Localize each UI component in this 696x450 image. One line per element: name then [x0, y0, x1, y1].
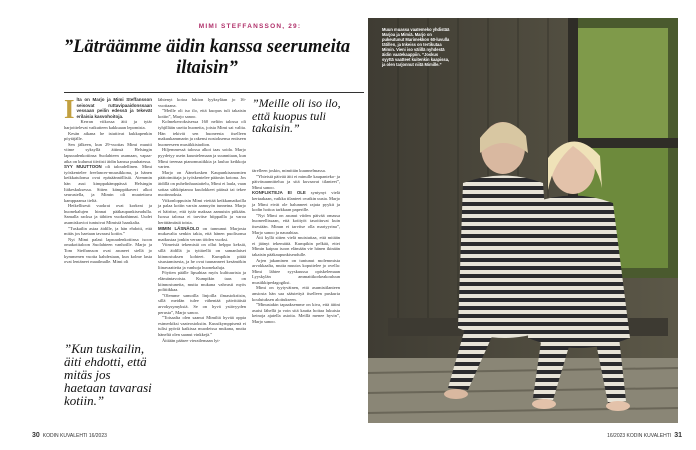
paragraph: Marjo on Äänekosken Kaupunkisanomien päätoimittaja ja työskentelee pääosin kotona. Jos äidillä on puhelinhaastattelu, Mimi ei laula, vaan sottaa sähköpianoa kuulokkeet päässä tai tekee nuotinnoksia. — [158, 169, 246, 198]
paragraph — [64, 164, 152, 203]
headline-rule — [64, 92, 364, 93]
photo-caption: Muun muassa vaatemeko yhdistää Marjoa ja Mimiä. Marjo on pukeutunut Marimekkon 60-luvulla tätillen, ja Inkeiss on tertikutaa Mimin. Vieni iso välillä nyhdestä äidin vaatekaappiin. ”Joskus syyttä vaatteet kuitenkin kaapissa, ja olen tarjonnut niitä Mimille.” — [382, 27, 450, 67]
pull-quote-right: ”Meille oli iso ilo, että kuopus tuli takaisin.” — [252, 96, 341, 135]
paragraph: Arjen jakaminen on tuntunut molemmista arvokkaalta, mutta muutos koputtelee jo ovella: Mimi lähtee syyskuussa opiskelemaan Lyyskylän ammattikorkeakouluun musiikkipedagogiksi. — [252, 257, 340, 285]
paragraph: ”Yhteistä päivää äiti ei minulle kaupanteko- ja päiväsuunnittelua ja sitä kuvaavat tilanteet”, Mimi sanoo. — [252, 173, 340, 190]
paragraph-text: oli taloudellinen. Mimi työskentelee freelancer-muusikkona, ja hänen keikkatulonsa ovat epäsäännöllisiä. Aiemmin hän asui kimppakämppässä Helsingin Itäkeskuksessa. Sitten kämppäkaveri alkoi seurustella, ja Mimin oli muutettava kamppaansa tieltä. — [64, 164, 152, 203]
paragraph: Kolmekerroksisessa 160 neliön talossa oli tyhjillään useita huoneita, joista Mimi sai valita. Hän tekivät sen huoneesta itselleen makuukammarin ja rakensi nostoksensa entiseen huoneeseen musiikkistudion. — [158, 119, 246, 147]
paragraph: ”Olemme samoilla linjoilla ilmastokriisin, sillä meidän tulee vähentää päivittäistä arvokysymyksiä. Se on hyvä ystävyyden perusta”, Marjo sanoo. — [158, 292, 246, 315]
folio-left — [32, 432, 107, 439]
article-column-3 — [252, 168, 340, 325]
paragraph: Mimi on tyytyväinen, että asumistilanteen ansiosta hän saa säästettyä itselleen puskuria koulutuksen aloitukseen. — [252, 285, 340, 302]
intro-text: lta on Marjo ja Mimi Steffansson seisovat ruttavipaaidonssaan vessaan peilin edessä ja tekevät erilaisia kasvohoitoja. — [76, 97, 152, 119]
paragraph: Viikonloppuisin Mimi viettää keikkamatkoilla ja palaa kotiin varsin aamuyön tunneina. Marjo ei häiritse, että tytär maksaa aamuisin pitkään. Isossa talossa ei tarvitse hiippailla ja varoa herättämästä toista. — [158, 197, 246, 226]
paragraph-text: syntynyt vielä kertaakaan, vaikka tilanteet ovatkin uusia. Marjo ja Mimi eivät ole halunneet rajata pyykit ja kodin hoitoa tarkkaan paperille. — [252, 190, 340, 213]
page-number: 31 — [674, 432, 682, 439]
paragraph: Pöytien päälle lipsahtaa myös kulttuurista ja elämäntavoista. Kumpikin taas on kiinnostuneita, mutta mukana vahvasti myös politiikkaa. — [158, 270, 246, 293]
dropcap: I — [64, 94, 75, 124]
page-number: 30 — [32, 432, 40, 439]
folio-label: 16/2023 KODIN KUVALEHTI — [607, 433, 672, 439]
pull-quote-left: ”Kun tuskailin, äiti ehdotti, että mitäs jos haetaan tavarasi kotiin.” — [64, 341, 152, 408]
folio-label: KODIN KUVALEHTI 16/2023 — [42, 433, 107, 439]
paragraph: ”Minustakin tapaaksemme on kiva, että äitini asuisi lähellä ja voin sitä kautta hoitaa lukuisia keinoja ajatella asioita. Meillä menee hyvin”, Marjo sanoo. — [252, 302, 340, 325]
paragraph: Kerran viikossa äiti ja tytär harjoittelevat vaikutteen kakkuaan lepomista. — [64, 119, 152, 130]
article-column-2 — [158, 97, 246, 343]
paragraph: ”Toisaalta olen saanut Mimiltä hyvää oppia esimerkiksi vaateostoksiin. Kuusikymppisenä ei tulisi pyöriä kaikissa muodeissa mukana, mutta häneltä olen saanut vinkkejä.” — [158, 315, 246, 337]
paragraph: Äitiään pääsee vierailemaan lyt- — [162, 337, 221, 343]
intro-paragraph — [64, 94, 152, 124]
article-column-1 — [64, 94, 152, 265]
paragraph — [252, 190, 340, 212]
paragraph — [158, 226, 246, 243]
paragraph: Hetkellisesti vuokrat ovat korkeat ja huonekalujen hinnat pääkaupunkiseudulla. Samalla racksa ja tähtien vuokrahinnat. Uudet asumiskuviot tuntuivat Mimistä haaskalta. — [64, 203, 152, 226]
paragraph: ”Nyt Mimi on asunut viiden päivää omassa huoneellissaan, että kotityöt tasoittuvat kuin itsestään. Minun ei tarvitse olla martyyrina”, Marjo sanoo ja naurahtaa. — [252, 212, 340, 235]
photo-of-mother-and-daughter-icon — [368, 18, 678, 423]
paragraph: Viimeisiä tekemistä on ollut helppo keksiä, sillä äidillä ja tyttärellä on samanlaiset kiinnostuksen kohteet. Kumpikin pitää sisustamisesta, ja he ovat tuunanneet kesämökin liinavaatteita ja vanhoja huonekaluja. — [158, 242, 246, 270]
paragraph: ”Meille oli iso ilo, että kuopus tuli takaisin kotiin”, Marjo sanoo. — [158, 108, 246, 119]
subheading: MIMIN LÄSNÄOLO — [158, 225, 200, 231]
paragraph: lähtenyt kotoa lukion lyyksyläan jo 16-vuotiaana. — [158, 97, 246, 108]
paragraph: ”Tuskailin asiaa äidille, ja hän ehdotti, että mitäs jos haetaan tavarasi kotiin.” — [64, 225, 152, 237]
paragraph: Kesän aikana he istuttivat kukkapenkin pöytäjälle. — [64, 130, 152, 142]
paragraph-text: on tunnunut Marjosta mukavalta senkin takia, että hänen puolisonsa matkustaa jonkin verran töiden vuoksi. — [158, 225, 247, 242]
photo-illustration — [368, 18, 678, 423]
paragraph: Äiti kyllä sitten vielä muistuttaa, että mitään ei jäänyt tekemättä. Kumpikin pelkää, ettei Mimin kaipuu isoon elämään vie hänen ikinään takaisin pääkaupunkiseudulle. — [252, 235, 340, 257]
kicker: MIMI STEFFANSSON, 29: — [198, 23, 302, 30]
subheading: KONFLIKTEJA EI OLE — [252, 190, 306, 196]
folio-right — [607, 432, 682, 439]
subheading: SYY MUUTTOON — [64, 164, 102, 170]
paragraph: Hiljemmessä talossa alkoi taas soida. Marjo pyydetyy usein kuuntelemaan ja suunnitaan, kun Mimi treenaa pianomusiikkia ja lauluo keikkoja varten. — [158, 147, 246, 170]
paragraph: Nyt Mimi palasi lapsuudenkotiinsa isoon omakotitaloon Suolahteen vanhoille. Marjo ja Tom Steffansson ovat asuneet siellä jo kymmenen vuotta kahdestaan, kun kolme lasta ovat lentäneet maailmalle. Mimi oli — [64, 236, 152, 265]
paragraph: tärelleen joskin, mimittän kuunnelmassa. — [252, 168, 326, 173]
headline: ”Läträämme äidin kanssa seerumeita iltaisin” — [63, 37, 351, 78]
paragraph: Sen jälkeen, kun 29-vuotias Mimi muutti viime syksyllä äitinsä Helsingin lapsuudenkotiinsa Suolahteen asumaan, vapaa-aika on kulunut tiiviisti äidin kanssa puuhatessa. — [64, 141, 152, 164]
